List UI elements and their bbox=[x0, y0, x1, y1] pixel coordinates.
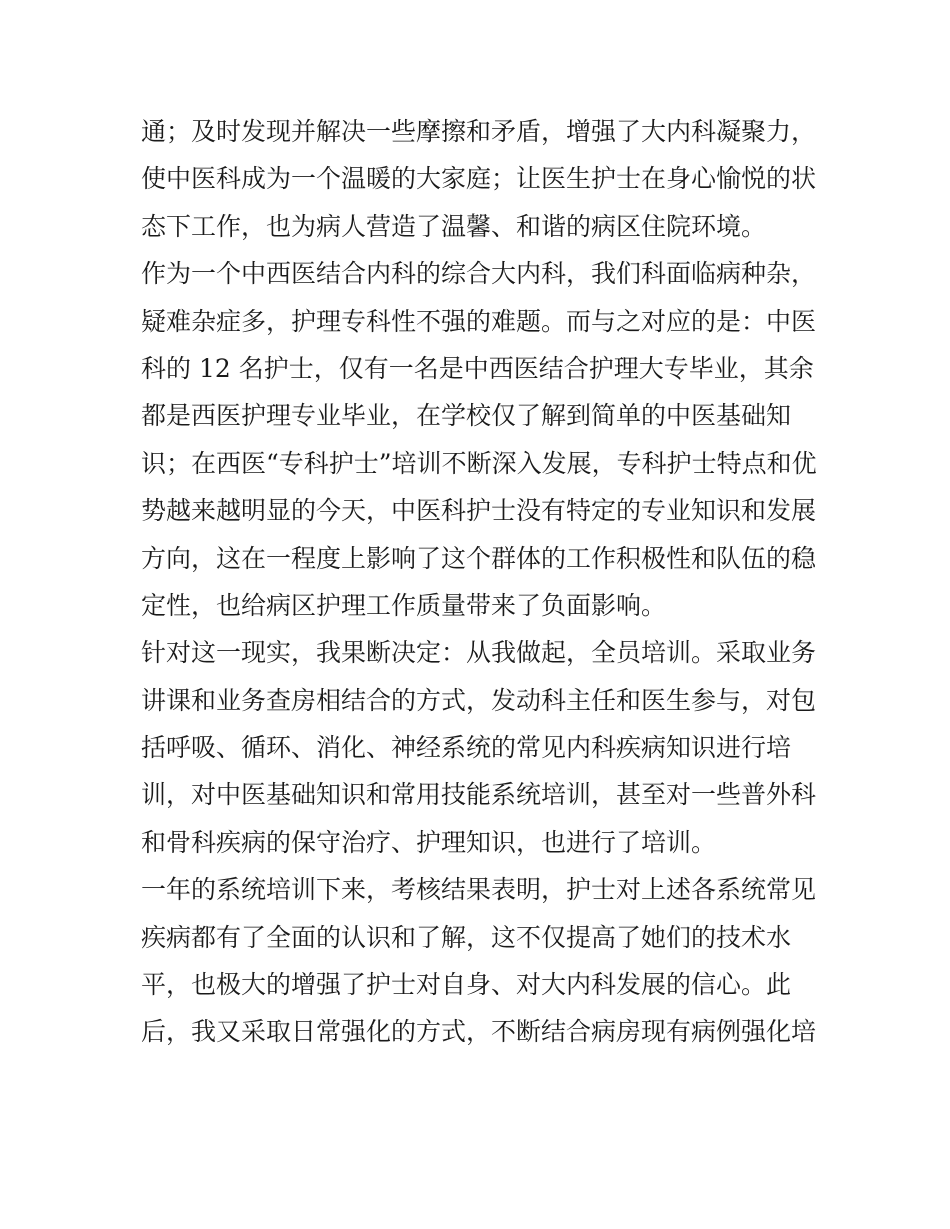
text-line: 作为一个中西医结合内科的综合大内科，我们科面临病种杂， bbox=[141, 259, 817, 289]
text-line: 讲课和业务查房相结合的方式，发动科主任和医生参与，对包 bbox=[141, 685, 817, 715]
text-line: 训，对中医基础知识和常用技能系统培训，甚至对一些普外科 bbox=[141, 780, 817, 810]
text-line: 势越来越明显的今天，中医科护士没有特定的专业知识和发展 bbox=[141, 496, 817, 526]
text-line: 态下工作，也为病人营造了温馨、和谐的病区住院环境。 bbox=[141, 211, 767, 241]
text-line: 方向，这在一程度上影响了这个群体的工作积极性和队伍的稳 bbox=[141, 543, 817, 573]
text-line: 后，我又采取日常强化的方式，不断结合病房现有病例强化培 bbox=[141, 1017, 817, 1047]
text-line: 通；及时发现并解决一些摩擦和矛盾，增强了大内科凝聚力， bbox=[141, 117, 817, 146]
text-line: 科的 12 名护士，仅有一名是中西医结合护理大专毕业，其余 bbox=[141, 353, 814, 383]
text-line: 定性，也给病区护理工作质量带来了负面影响。 bbox=[141, 590, 667, 620]
text-line: 都是西医护理专业毕业，在学校仅了解到简单的中医基础知 bbox=[141, 401, 792, 431]
text-line: 平，也极大的增强了护士对自身、对大内科发展的信心。此 bbox=[141, 970, 792, 1000]
text-line: 疑难杂症多，护理专科性不强的难题。而与之对应的是：中医 bbox=[141, 306, 817, 336]
text-line: 一年的系统培训下来，考核结果表明，护士对上述各系统常见 bbox=[141, 875, 817, 905]
text-line: 和骨科疾病的保守治疗、护理知识，也进行了培训。 bbox=[141, 827, 717, 857]
text-line: 括呼吸、循环、消化、神经系统的常见内科疾病知识进行培 bbox=[141, 733, 792, 763]
text-line: 疾病都有了全面的认识和了解，这不仅提高了她们的技术水 bbox=[141, 922, 792, 952]
document-body bbox=[141, 108, 821, 1056]
text-line: 识；在西医“专科护士”培训不断深入发展，专科护士特点和优 bbox=[141, 448, 817, 478]
text-line: 针对这一现实，我果断决定：从我做起，全员培训。采取业务 bbox=[141, 638, 817, 668]
text-line: 使中医科成为一个温暖的大家庭；让医生护士在身心愉悦的状 bbox=[141, 164, 817, 194]
